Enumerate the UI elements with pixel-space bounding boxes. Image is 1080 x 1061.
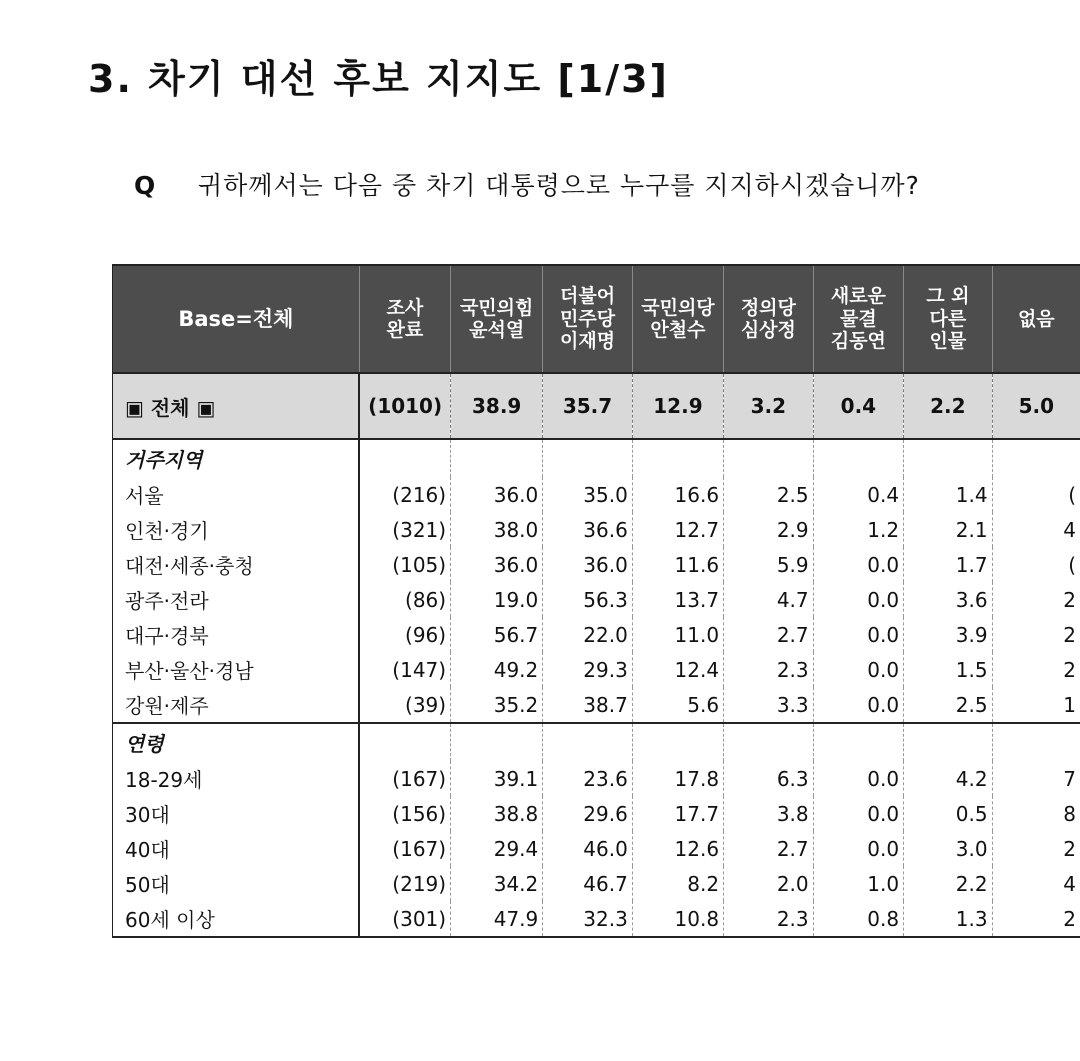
value-cell: 36.0 bbox=[451, 477, 543, 512]
value-cell: 29.6 bbox=[543, 796, 633, 831]
table-row bbox=[113, 687, 1080, 723]
value-cell: 12.6 bbox=[632, 831, 723, 866]
value-cell: 36.6 bbox=[543, 512, 633, 547]
group-label: 연령 bbox=[113, 723, 360, 761]
value-cell: 2.7 bbox=[724, 617, 814, 652]
row-label: 부산·울산·경남 bbox=[113, 652, 360, 687]
value-cell: 8 bbox=[992, 796, 1080, 831]
page-title: 3. 차기 대선 후보 지지도 [1/3] bbox=[88, 57, 669, 101]
row-label: 서울 bbox=[113, 477, 360, 512]
group-label: 거주지역 bbox=[113, 439, 360, 477]
sample-size-cell: (219) bbox=[359, 866, 450, 901]
value-cell: 34.2 bbox=[451, 866, 543, 901]
value-cell: 11.6 bbox=[632, 547, 723, 582]
sample-size-cell: (301) bbox=[359, 901, 450, 937]
table-row bbox=[113, 901, 1080, 937]
value-cell: 4.2 bbox=[904, 761, 992, 796]
value-cell: 2.3 bbox=[724, 901, 814, 937]
table-row bbox=[113, 547, 1080, 582]
value-cell: 3.0 bbox=[904, 831, 992, 866]
value-cell: 1 bbox=[992, 687, 1080, 723]
survey-table bbox=[112, 264, 1080, 938]
value-cell: 0.0 bbox=[813, 687, 903, 723]
value-cell: 0.5 bbox=[904, 796, 992, 831]
question-mark: Q bbox=[134, 171, 156, 200]
value-cell: 11.0 bbox=[632, 617, 723, 652]
empty-cell bbox=[451, 723, 543, 761]
table-row bbox=[113, 866, 1080, 901]
header-candidate-2: 더불어 민주당 이재명 bbox=[543, 265, 633, 373]
value-cell: 10.8 bbox=[632, 901, 723, 937]
empty-cell bbox=[992, 723, 1080, 761]
value-cell: 1.0 bbox=[813, 866, 903, 901]
empty-cell bbox=[992, 439, 1080, 477]
value-cell: 1.5 bbox=[904, 652, 992, 687]
empty-cell bbox=[904, 439, 992, 477]
header-candidate-1: 국민의힘 윤석열 bbox=[451, 265, 543, 373]
value-cell: 0.8 bbox=[813, 901, 903, 937]
sample-size-cell: (39) bbox=[359, 687, 450, 723]
table-row bbox=[113, 512, 1080, 547]
value-cell: 2.5 bbox=[724, 477, 814, 512]
table-row bbox=[113, 617, 1080, 652]
value-cell: 56.3 bbox=[543, 582, 633, 617]
value-cell: 3.3 bbox=[724, 687, 814, 723]
value-cell: 2 bbox=[992, 831, 1080, 866]
value-cell: 38.0 bbox=[451, 512, 543, 547]
row-label: 50대 bbox=[113, 866, 360, 901]
sample-size-cell: (105) bbox=[359, 547, 450, 582]
value-cell: 7 bbox=[992, 761, 1080, 796]
sample-size-cell: (96) bbox=[359, 617, 450, 652]
sample-size-cell: (321) bbox=[359, 512, 450, 547]
value-cell: 2.9 bbox=[724, 512, 814, 547]
empty-cell bbox=[451, 439, 543, 477]
value-cell: 2 bbox=[992, 652, 1080, 687]
header-none: 없음 bbox=[992, 265, 1080, 373]
value-cell: 2.0 bbox=[724, 866, 814, 901]
total-label: ▣ 전체 ▣ bbox=[113, 373, 360, 439]
value-cell: ( bbox=[992, 477, 1080, 512]
table-row bbox=[113, 652, 1080, 687]
total-cell: 0.4 bbox=[813, 373, 903, 439]
question-text: 귀하께서는 다음 중 차기 대통령으로 누구를 지지하시겠습니까? bbox=[198, 171, 920, 200]
total-cell: 2.2 bbox=[904, 373, 992, 439]
value-cell: 46.0 bbox=[543, 831, 633, 866]
empty-cell bbox=[543, 723, 633, 761]
value-cell: 4.7 bbox=[724, 582, 814, 617]
row-label: 18-29세 bbox=[113, 761, 360, 796]
value-cell: 46.7 bbox=[543, 866, 633, 901]
value-cell: 3.6 bbox=[904, 582, 992, 617]
value-cell: 5.6 bbox=[632, 687, 723, 723]
header-completed: 조사 완료 bbox=[359, 265, 450, 373]
empty-cell bbox=[813, 439, 903, 477]
value-cell: 29.4 bbox=[451, 831, 543, 866]
value-cell: 49.2 bbox=[451, 652, 543, 687]
value-cell: 1.7 bbox=[904, 547, 992, 582]
total-cell: 12.9 bbox=[632, 373, 723, 439]
value-cell: 36.0 bbox=[451, 547, 543, 582]
value-cell: 16.6 bbox=[632, 477, 723, 512]
value-cell: 39.1 bbox=[451, 761, 543, 796]
total-cell: 5.0 bbox=[992, 373, 1080, 439]
value-cell: 56.7 bbox=[451, 617, 543, 652]
header-other: 그 외 다른 인물 bbox=[904, 265, 992, 373]
sample-size-cell: (216) bbox=[359, 477, 450, 512]
table-row bbox=[113, 831, 1080, 866]
sample-size-cell: (156) bbox=[359, 796, 450, 831]
value-cell: 4 bbox=[992, 512, 1080, 547]
value-cell: 17.8 bbox=[632, 761, 723, 796]
header-candidate-4: 정의당 심상정 bbox=[724, 265, 814, 373]
value-cell: 35.0 bbox=[543, 477, 633, 512]
value-cell: 19.0 bbox=[451, 582, 543, 617]
empty-cell bbox=[724, 723, 814, 761]
value-cell: 0.0 bbox=[813, 547, 903, 582]
header-candidate-3: 국민의당 안철수 bbox=[632, 265, 723, 373]
value-cell: 0.0 bbox=[813, 617, 903, 652]
value-cell: 36.0 bbox=[543, 547, 633, 582]
value-cell: 2.7 bbox=[724, 831, 814, 866]
value-cell: 2.5 bbox=[904, 687, 992, 723]
value-cell: 0.0 bbox=[813, 831, 903, 866]
empty-cell bbox=[359, 439, 450, 477]
question bbox=[134, 166, 920, 202]
value-cell: 2 bbox=[992, 582, 1080, 617]
value-cell: 5.9 bbox=[724, 547, 814, 582]
table-row bbox=[113, 796, 1080, 831]
value-cell: 2.2 bbox=[904, 866, 992, 901]
value-cell: 2 bbox=[992, 901, 1080, 937]
empty-cell bbox=[632, 439, 723, 477]
row-label: 40대 bbox=[113, 831, 360, 866]
group-header-row bbox=[113, 439, 1080, 477]
sample-size-cell: (86) bbox=[359, 582, 450, 617]
value-cell: 0.4 bbox=[813, 477, 903, 512]
value-cell: 47.9 bbox=[451, 901, 543, 937]
value-cell: 0.0 bbox=[813, 582, 903, 617]
empty-cell bbox=[543, 439, 633, 477]
row-label: 인천·경기 bbox=[113, 512, 360, 547]
table-row bbox=[113, 582, 1080, 617]
row-label: 대구·경북 bbox=[113, 617, 360, 652]
value-cell: 3.8 bbox=[724, 796, 814, 831]
sample-size-cell: (167) bbox=[359, 761, 450, 796]
header-candidate-5: 새로운 물결 김동연 bbox=[813, 265, 903, 373]
row-label: 광주·전라 bbox=[113, 582, 360, 617]
value-cell: 38.8 bbox=[451, 796, 543, 831]
value-cell: 23.6 bbox=[543, 761, 633, 796]
value-cell: 8.2 bbox=[632, 866, 723, 901]
sample-size-cell: (167) bbox=[359, 831, 450, 866]
empty-cell bbox=[359, 723, 450, 761]
value-cell: 12.7 bbox=[632, 512, 723, 547]
value-cell: 32.3 bbox=[543, 901, 633, 937]
row-label: 30대 bbox=[113, 796, 360, 831]
empty-cell bbox=[632, 723, 723, 761]
total-cell: (1010) bbox=[359, 373, 450, 439]
table-row bbox=[113, 761, 1080, 796]
value-cell: 22.0 bbox=[543, 617, 633, 652]
value-cell: 2.1 bbox=[904, 512, 992, 547]
total-cell: 38.9 bbox=[451, 373, 543, 439]
value-cell: 2 bbox=[992, 617, 1080, 652]
empty-cell bbox=[813, 723, 903, 761]
header-base: Base=전체 bbox=[113, 265, 360, 373]
total-cell: 3.2 bbox=[724, 373, 814, 439]
total-cell: 35.7 bbox=[543, 373, 633, 439]
total-row bbox=[113, 373, 1080, 439]
value-cell: ( bbox=[992, 547, 1080, 582]
value-cell: 1.3 bbox=[904, 901, 992, 937]
empty-cell bbox=[724, 439, 814, 477]
row-label: 강원·제주 bbox=[113, 687, 360, 723]
value-cell: 29.3 bbox=[543, 652, 633, 687]
group-header-row bbox=[113, 723, 1080, 761]
value-cell: 0.0 bbox=[813, 652, 903, 687]
empty-cell bbox=[904, 723, 992, 761]
value-cell: 35.2 bbox=[451, 687, 543, 723]
row-label: 60세 이상 bbox=[113, 901, 360, 937]
table-row bbox=[113, 477, 1080, 512]
value-cell: 2.3 bbox=[724, 652, 814, 687]
value-cell: 0.0 bbox=[813, 796, 903, 831]
value-cell: 4 bbox=[992, 866, 1080, 901]
sample-size-cell: (147) bbox=[359, 652, 450, 687]
header-row bbox=[113, 265, 1080, 373]
value-cell: 38.7 bbox=[543, 687, 633, 723]
value-cell: 12.4 bbox=[632, 652, 723, 687]
value-cell: 0.0 bbox=[813, 761, 903, 796]
value-cell: 13.7 bbox=[632, 582, 723, 617]
value-cell: 3.9 bbox=[904, 617, 992, 652]
group-rows bbox=[113, 439, 1080, 937]
value-cell: 1.2 bbox=[813, 512, 903, 547]
value-cell: 6.3 bbox=[724, 761, 814, 796]
value-cell: 17.7 bbox=[632, 796, 723, 831]
row-label: 대전·세종·충청 bbox=[113, 547, 360, 582]
value-cell: 1.4 bbox=[904, 477, 992, 512]
